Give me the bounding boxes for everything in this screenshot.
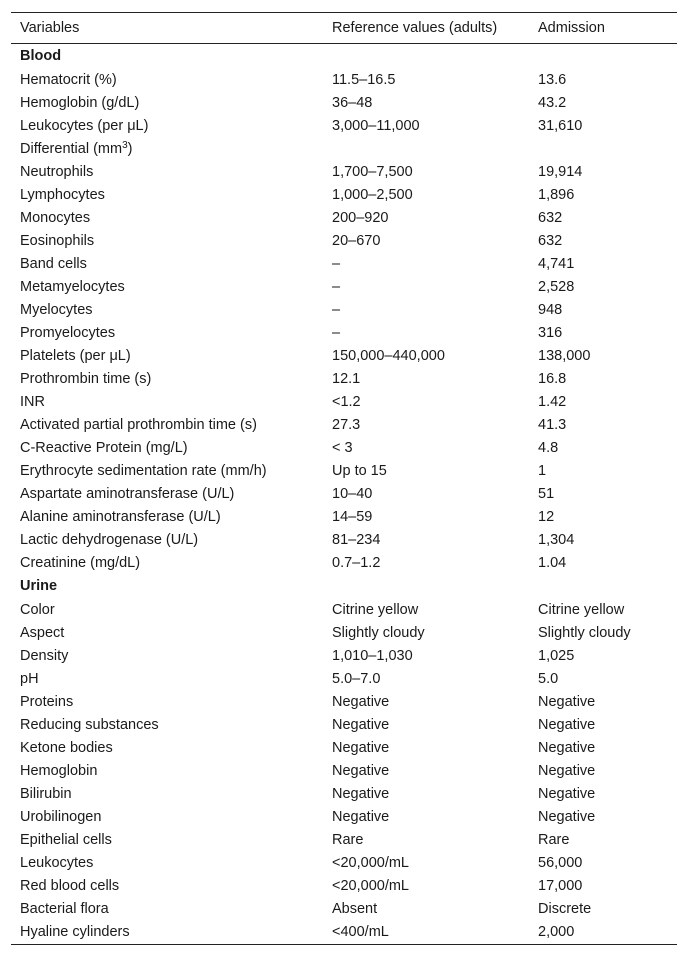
variable-cell: Proteins	[20, 693, 74, 710]
table-row	[11, 344, 677, 367]
table-row	[11, 390, 677, 413]
admission-value-cell: 13.6	[538, 71, 567, 88]
admission-value-cell: 2,000	[529, 920, 677, 945]
table-row	[11, 482, 677, 505]
table-row	[11, 114, 677, 137]
reference-value-cell: 150,000–440,000	[332, 347, 445, 364]
admission-value-cell: 41.3	[538, 416, 567, 433]
differential-label: Differential (mm	[20, 140, 123, 157]
table-row	[11, 367, 677, 390]
reference-value-cell: Negative	[332, 693, 390, 710]
admission-value-cell: 1,896	[538, 186, 575, 203]
table-row	[11, 644, 677, 667]
table-row	[11, 436, 677, 459]
table-row	[11, 321, 677, 344]
admission-value-cell: Negative	[538, 716, 596, 733]
variable-cell: Monocytes	[20, 209, 91, 226]
reference-value-cell: 1,010–1,030	[332, 647, 413, 664]
table-row	[11, 920, 677, 945]
table-row	[11, 252, 677, 275]
reference-value-cell: Negative	[332, 785, 390, 802]
reference-value-cell: Absent	[332, 900, 378, 917]
admission-value-cell: 138,000	[538, 347, 591, 364]
reference-value-cell: Citrine yellow	[332, 601, 419, 618]
reference-value-cell: Negative	[332, 716, 390, 733]
reference-value-cell: –	[332, 278, 341, 295]
table-row	[11, 713, 677, 736]
table-row	[11, 68, 677, 91]
table-row	[11, 413, 677, 436]
admission-value-cell: Negative	[538, 808, 596, 825]
table-body	[11, 44, 677, 945]
header-admission: Admission	[538, 20, 605, 36]
reference-value-cell: 36–48	[332, 94, 373, 111]
table-row	[11, 828, 677, 851]
reference-value-cell: 14–59	[332, 508, 373, 525]
admission-value-cell: 1,025	[538, 647, 575, 664]
variable-cell: Lymphocytes	[20, 186, 105, 203]
reference-value-cell: <20,000/mL	[332, 854, 409, 871]
table-row	[11, 621, 677, 644]
admission-value-cell: Rare	[538, 831, 570, 848]
reference-value-cell: 10–40	[332, 485, 373, 502]
admission-value-cell: Negative	[538, 785, 596, 802]
variable-cell: Platelets (per μL)	[20, 347, 131, 364]
table-row	[11, 667, 677, 690]
table-row	[11, 736, 677, 759]
variable-cell: Density	[20, 647, 69, 664]
variable-cell: Bacterial flora	[20, 900, 109, 917]
variable-cell: C-Reactive Protein (mg/L)	[20, 439, 188, 456]
reference-value-cell: Up to 15	[332, 462, 387, 479]
variable-cell: pH	[20, 670, 39, 687]
table-row	[11, 206, 677, 229]
admission-value-cell: Negative	[538, 693, 596, 710]
variable-cell: Erythrocyte sedimentation rate (mm/h)	[20, 462, 267, 479]
variable-cell: Aspartate aminotransferase (U/L)	[20, 485, 235, 502]
table-row	[11, 91, 677, 114]
variable-cell: Hemoglobin	[20, 762, 98, 779]
reference-value-cell: Negative	[332, 762, 390, 779]
reference-value-cell: <1.2	[332, 393, 361, 410]
variable-cell: Color	[20, 601, 55, 618]
table-row	[11, 459, 677, 482]
reference-value-cell	[323, 137, 529, 160]
reference-value-cell: 20–670	[332, 232, 381, 249]
table-row	[11, 528, 677, 551]
variable-cell: Creatinine (mg/dL)	[20, 554, 141, 571]
admission-value-cell: 1	[538, 462, 547, 479]
table-row	[11, 160, 677, 183]
table-row	[11, 874, 677, 897]
section-row-urine	[11, 574, 677, 598]
reference-value-cell: Rare	[332, 831, 364, 848]
reference-value-cell: 5.0–7.0	[332, 670, 381, 687]
table-row	[11, 137, 677, 160]
variable-cell: Epithelial cells	[20, 831, 112, 848]
section-row-blood	[11, 44, 677, 69]
table-row	[11, 505, 677, 528]
variable-cell: Myelocytes	[20, 301, 93, 318]
reference-value-cell: 27.3	[332, 416, 361, 433]
table-row	[11, 782, 677, 805]
variable-cell: Urobilinogen	[20, 808, 102, 825]
admission-value-cell: 43.2	[538, 94, 567, 111]
table-row	[11, 851, 677, 874]
variable-cell: Alanine aminotransferase (U/L)	[20, 508, 221, 525]
admission-value-cell: Discrete	[538, 900, 592, 917]
admission-value-cell: Negative	[538, 762, 596, 779]
variable-cell: Eosinophils	[20, 232, 95, 249]
reference-value-cell: 81–234	[332, 531, 381, 548]
variable-cell: Hyaline cylinders	[11, 920, 323, 945]
reference-value-cell: Negative	[332, 808, 390, 825]
table-row	[11, 551, 677, 574]
reference-value-cell: 11.5–16.5	[332, 71, 396, 88]
admission-value-cell: 31,610	[538, 117, 583, 134]
variable-cell: Prothrombin time (s)	[20, 370, 152, 387]
admission-value-cell: 1.42	[538, 393, 567, 410]
table-row	[11, 598, 677, 621]
variable-cell: Leukocytes (per μL)	[20, 117, 149, 134]
table-row	[11, 690, 677, 713]
admission-value-cell: 632	[538, 232, 563, 249]
variable-cell: Red blood cells	[20, 877, 120, 894]
table-header	[11, 13, 677, 44]
variable-cell: INR	[20, 393, 45, 410]
section-title: Urine	[20, 578, 58, 594]
lab-results-table	[11, 12, 677, 945]
reference-value-cell: 1,000–2,500	[332, 186, 413, 203]
variable-cell: Reducing substances	[20, 716, 159, 733]
table-row	[11, 183, 677, 206]
admission-value-cell: 12	[538, 508, 555, 525]
variable-cell: Leukocytes	[20, 854, 94, 871]
variable-cell: Activated partial prothrombin time (s)	[20, 416, 257, 433]
variable-cell: Hemoglobin (g/dL)	[20, 94, 140, 111]
reference-value-cell: 3,000–11,000	[332, 117, 420, 134]
admission-value-cell: 948	[538, 301, 563, 318]
table-row	[11, 229, 677, 252]
admission-value-cell: Negative	[538, 739, 596, 756]
admission-value-cell: Slightly cloudy	[538, 624, 631, 641]
admission-value-cell: 17,000	[538, 877, 583, 894]
reference-value-cell: –	[332, 324, 341, 341]
reference-value-cell: < 3	[332, 439, 353, 456]
variable-cell: Ketone bodies	[20, 739, 113, 756]
variable-cell: Hematocrit (%)	[20, 71, 117, 88]
admission-value-cell: 56,000	[538, 854, 583, 871]
admission-value-cell: 51	[538, 485, 555, 502]
section-title: Blood	[20, 48, 62, 64]
admission-value-cell: Citrine yellow	[538, 601, 625, 618]
variable-cell	[11, 137, 323, 160]
admission-value-cell: 5.0	[538, 670, 559, 687]
admission-value-cell: 1,304	[538, 531, 575, 548]
reference-value-cell: <400/mL	[323, 920, 529, 945]
variable-cell: Bilirubin	[20, 785, 72, 802]
table-row	[11, 275, 677, 298]
reference-value-cell: –	[332, 255, 341, 272]
variable-cell: Metamyelocytes	[20, 278, 125, 295]
table-row	[11, 897, 677, 920]
variable-cell: Lactic dehydrogenase (U/L)	[20, 531, 199, 548]
lab-results-table-container	[11, 12, 677, 945]
differential-superscript: 3	[122, 139, 128, 151]
reference-value-cell: 0.7–1.2	[332, 554, 381, 571]
reference-value-cell: 12.1	[332, 370, 361, 387]
variable-cell: Neutrophils	[20, 163, 94, 180]
reference-value-cell: 200–920	[332, 209, 389, 226]
admission-value-cell: 4,741	[538, 255, 575, 272]
reference-value-cell: –	[332, 301, 341, 318]
header-variables: Variables	[20, 20, 80, 36]
variable-cell: Band cells	[20, 255, 87, 272]
variable-cell: Aspect	[20, 624, 65, 641]
header-reference-values: Reference values (adults)	[332, 20, 498, 36]
admission-value-cell: 2,528	[538, 278, 575, 295]
admission-value-cell: 16.8	[538, 370, 567, 387]
admission-value-cell	[529, 137, 677, 160]
table-row	[11, 805, 677, 828]
reference-value-cell: <20,000/mL	[332, 877, 409, 894]
header-row	[11, 13, 677, 44]
reference-value-cell: Negative	[332, 739, 390, 756]
variable-cell: Promyelocytes	[20, 324, 116, 341]
reference-value-cell: Slightly cloudy	[332, 624, 425, 641]
table-row	[11, 759, 677, 782]
admission-value-cell: 4.8	[538, 439, 559, 456]
admission-value-cell: 1.04	[538, 554, 567, 571]
reference-value-cell: 1,700–7,500	[332, 163, 413, 180]
admission-value-cell: 316	[538, 324, 563, 341]
differential-suffix: )	[127, 140, 133, 157]
admission-value-cell: 19,914	[538, 163, 583, 180]
table-row	[11, 298, 677, 321]
admission-value-cell: 632	[538, 209, 563, 226]
